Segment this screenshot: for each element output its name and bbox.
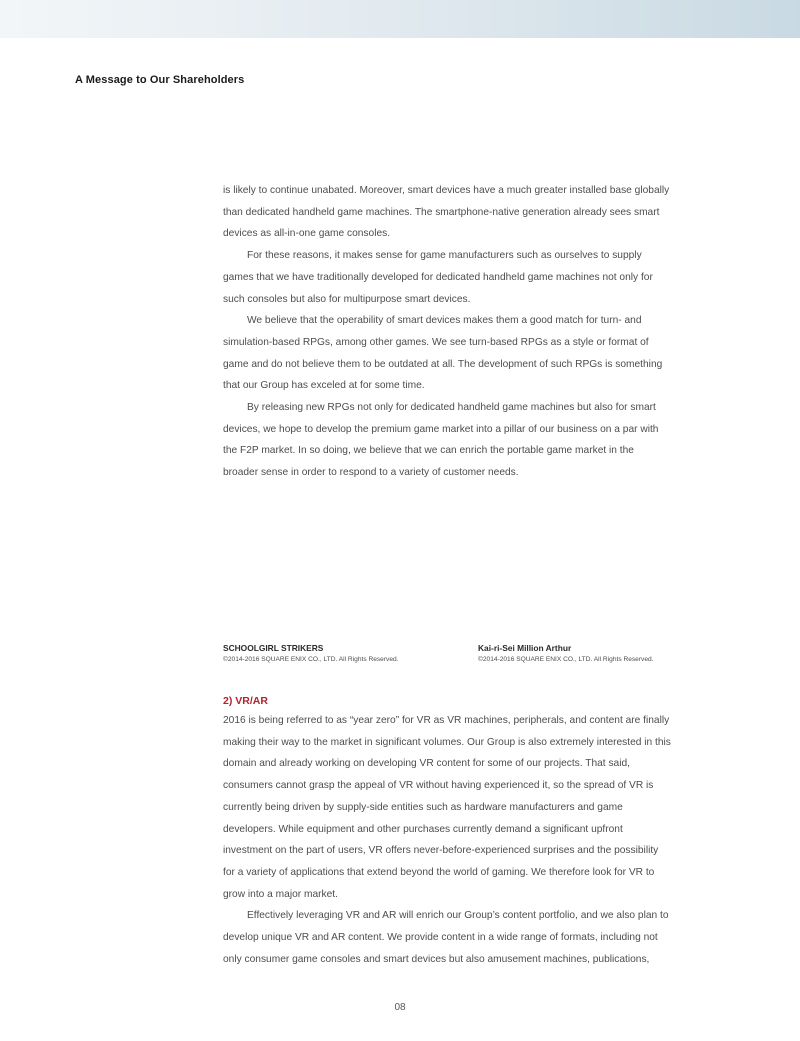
text-line: devices as all-in-one game consoles. — [223, 228, 391, 240]
text-line: broader sense in order to respond to a variety of customer needs. — [223, 467, 519, 479]
text-line: 2016 is being referred to as “year zero” for VR as VR machines, peripherals, and content are finally — [223, 715, 670, 726]
text-line: Effectively leveraging VR and AR will enrich our Group’s content portfolio, and we also plan to — [247, 910, 669, 922]
text-line: simulation-based RPGs, among other games. We see turn-based RPGs as a style or format of — [223, 336, 649, 348]
body-text-block-2 — [223, 710, 723, 970]
caption-title: SCHOOLGIRL STRIKERS — [223, 643, 324, 653]
text-line: for a variety of applications that extend beyond the world of gaming. We therefore look for VR to — [223, 866, 655, 878]
text-line: grow into a major market. — [223, 888, 338, 900]
text-line: that our Group has exceled at for some time. — [223, 380, 425, 392]
section-subheading: 2) VR/AR — [223, 695, 268, 707]
caption-copyright: ©2014-2016 SQUARE ENIX CO., LTD. All Rights Reserved. — [478, 656, 654, 663]
image-caption-left — [223, 642, 483, 666]
text-line: domain and already working on developing VR content for some of our projects. That said, — [223, 758, 630, 770]
text-line: only consumer game consoles and smart devices but also amusement machines, publications, — [223, 953, 650, 965]
body-text-block-1 — [223, 180, 723, 484]
text-line: By releasing new RPGs not only for dedicated handheld game machines but also for smart — [247, 402, 656, 414]
text-line: is likely to continue unabated. Moreover, smart devices have a much greater installed base globally — [223, 185, 670, 196]
text-line: the F2P market. In so doing, we believe that we can enrich the portable game market in the — [223, 445, 634, 457]
text-line: develop unique VR and AR content. We provide content in a wide range of formats, including not — [223, 932, 658, 944]
text-line: We believe that the operability of smart devices makes them a good match for turn- and — [247, 315, 642, 327]
text-line: devices, we hope to develop the premium game market into a pillar of our business on a par with — [223, 423, 659, 435]
text-line: investment on the part of users, VR offers never-before-experienced surprises and the possibility — [223, 845, 659, 857]
text-line: game and do not believe them to be outdated at all. The development of such RPGs is something — [223, 358, 663, 370]
text-line: For these reasons, it makes sense for game manufacturers such as ourselves to supply — [247, 250, 642, 262]
text-line: than dedicated handheld game machines. The smartphone-native generation already sees smart — [223, 206, 660, 218]
text-line: consumers cannot grasp the appeal of VR without having experienced it, so the spread of VR is — [223, 780, 654, 792]
text-line: developers. While equipment and other purchases currently demand a significant upfront — [223, 823, 623, 835]
text-line: currently being driven by supply-side entities such as hardware manufacturers and game — [223, 801, 623, 813]
text-line: making their way to the market in significant volumes. Our Group is also extremely interested in this — [223, 736, 671, 748]
image-caption-right — [478, 642, 738, 666]
text-line: such consoles but also for multipurpose smart devices. — [223, 293, 471, 305]
text-line: games that we have traditionally developed for dedicated handheld game machines not only for — [223, 271, 653, 283]
section-header: A Message to Our Shareholders — [75, 74, 245, 86]
page-number: 08 — [394, 1002, 406, 1013]
caption-copyright: ©2014-2016 SQUARE ENIX CO., LTD. All Rights Reserved. — [223, 656, 399, 663]
caption-title: Kai-ri-Sei Million Arthur — [478, 643, 572, 653]
header-band — [0, 0, 800, 38]
